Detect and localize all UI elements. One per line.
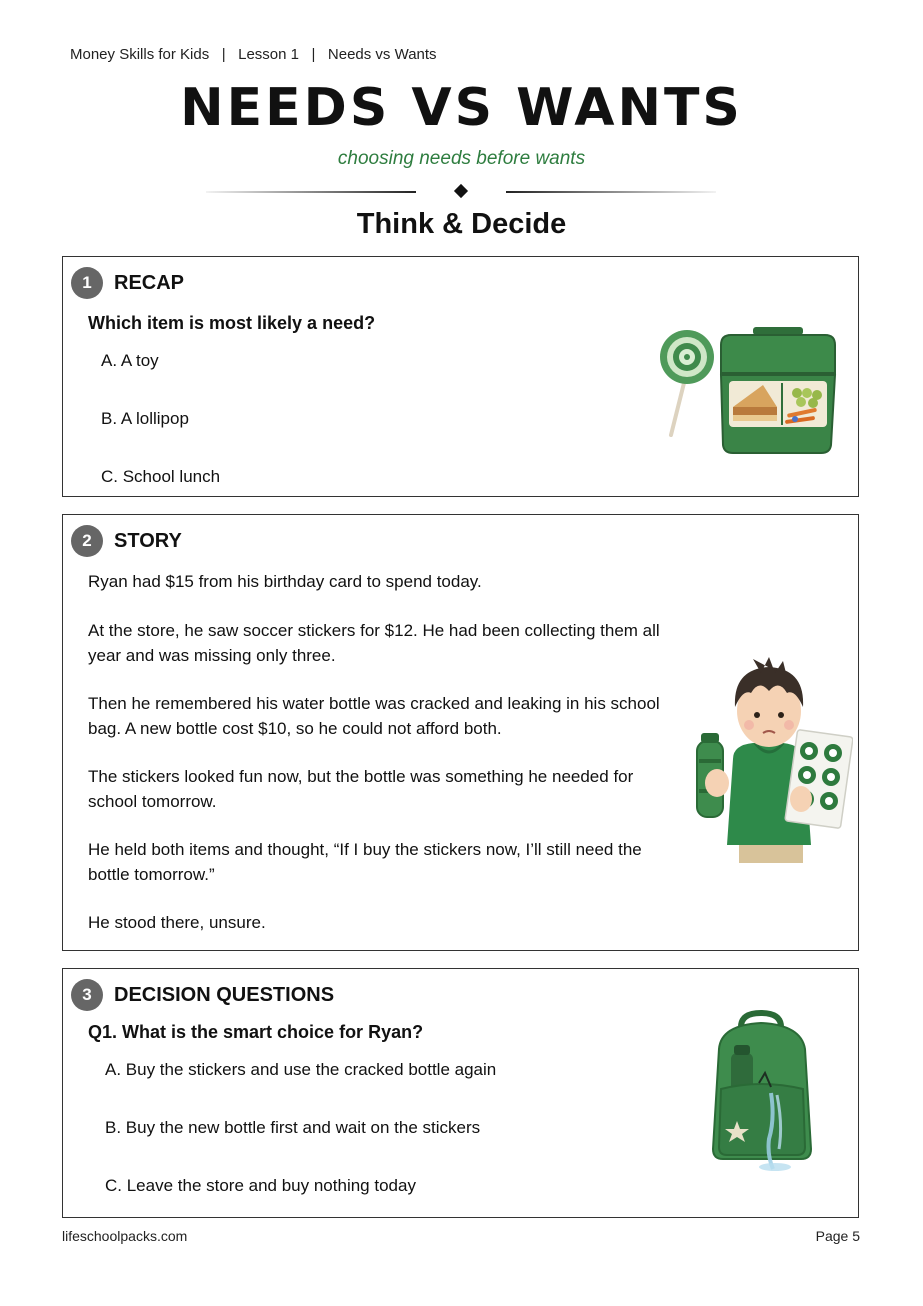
story-paragraph: At the store, he saw soccer stickers for $12. He had been collecting them all year and was missing only three. (88, 621, 660, 665)
diamond-icon (454, 184, 468, 198)
recap-option-c[interactable]: C. School lunch (101, 467, 221, 486)
section-number-badge: 1 (71, 267, 103, 299)
story-label: STORY (114, 529, 182, 552)
story-header (71, 525, 182, 557)
divider-line-left (206, 191, 416, 193)
decision-option-c[interactable]: C. Leave the store and buy nothing today (105, 1176, 416, 1195)
story-paragraph: He stood there, unsure. (88, 913, 266, 932)
decision-label: DECISION QUESTIONS (114, 983, 335, 1006)
section-number-badge: 2 (71, 525, 103, 557)
story-paragraph: Then he remembered his water bottle was cracked and leaking in his school bag. A new bottle cost $10, so he could not afford both. (88, 694, 660, 738)
recap-box (62, 256, 859, 497)
recap-question: Which item is most likely a need? (88, 313, 376, 333)
boy-with-bottle-and-stickers-icon (683, 649, 853, 865)
story-box (62, 514, 859, 951)
decision-header (71, 979, 334, 1011)
decision-option-b[interactable]: B. Buy the new bottle first and wait on the stickers (105, 1118, 481, 1137)
recap-label: RECAP (114, 271, 185, 294)
lollipop-icon (655, 327, 719, 439)
story-paragraph: The stickers looked fun now, but the bottle was something he needed for school tomorrow. (88, 767, 634, 811)
recap-header (71, 267, 184, 299)
story-paragraph: Ryan had $15 from his birthday card to spend today. (88, 572, 482, 591)
page-title: NEEDS VS WANTS (180, 78, 743, 138)
ornamental-divider (206, 184, 716, 200)
divider-line-right (506, 191, 716, 193)
decision-option-a[interactable]: A. Buy the stickers and use the cracked bottle again (105, 1060, 497, 1079)
page-subtitle: choosing needs before wants (337, 148, 586, 169)
lunchbox-icon (715, 323, 841, 457)
recap-option-a[interactable]: A. A toy (101, 351, 159, 370)
story-paragraph: He held both items and thought, “If I buy the stickers now, I’ll still need the bottle tomorrow.” (88, 840, 642, 884)
decision-question: Q1. What is the smart choice for Ryan? (88, 1022, 424, 1042)
section-number-badge: 3 (71, 979, 103, 1011)
breadcrumb: Money Skills for Kids | Lesson 1 | Needs vs Wants (70, 46, 437, 63)
footer-site[interactable]: lifeschoolpacks.com (62, 1228, 188, 1244)
footer-page-number: Page 5 (815, 1228, 860, 1244)
section-title: Think & Decide (356, 208, 567, 240)
decision-box (62, 968, 859, 1218)
recap-option-b[interactable]: B. A lollipop (101, 409, 189, 428)
leaking-backpack-icon (701, 1009, 825, 1173)
